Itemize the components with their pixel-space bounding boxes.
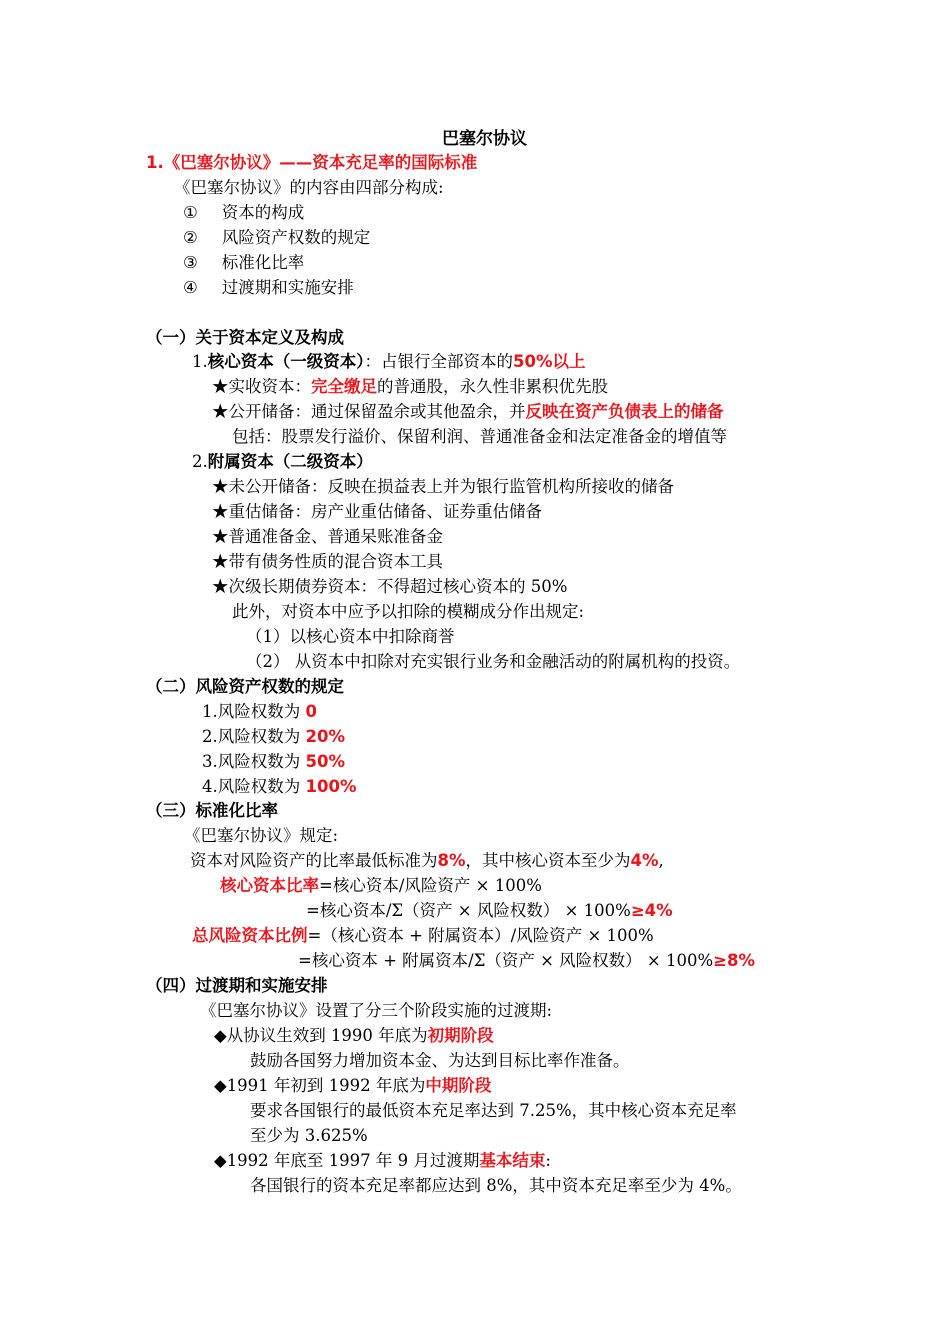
transition-intro: 《巴塞尔协议》设置了分三个阶段实施的过渡期: [200, 1001, 553, 1020]
phase-desc: 各国银行的资本充足率都应达到 8%，其中资本充足率至少为 4%。 [250, 1176, 742, 1195]
phase-line: ◆1991 年初到 1992 年底为中期阶段 [214, 1076, 492, 1095]
supp-item: ★带有债务性质的混合资本工具 [212, 552, 443, 571]
phase-desc: 至少为 3.625% [250, 1126, 368, 1145]
list-text: 过渡期和实施安排 [221, 278, 354, 297]
total-ratio-formula: 总风险资本比例=（核心资本 + 附属资本）/风险资产 × 100% [192, 926, 654, 945]
standard-line: 资本对风险资产的比率最低标准为8%，其中核心资本至少为4%, [190, 851, 664, 870]
list-text: 标准化比率 [221, 253, 305, 272]
total-ratio-formula-2: =核心资本 + 附属资本/Σ（资产 × 风险权数） × 100%≥8% [298, 951, 756, 970]
weight-item: 3.风险权数为 50% [202, 752, 345, 771]
deduct-item: （2） 从资本中扣除对充实银行业务和金融活动的附属机构的投资。 [246, 652, 741, 671]
weight-item: 1.风险权数为 0 [202, 702, 317, 721]
list-number: ④ [183, 278, 198, 297]
also-line: 此外，对资本中应予以扣除的模糊成分作出规定: [232, 602, 585, 621]
list-item [183, 276, 354, 300]
weight-item: 2.风险权数为 20% [202, 727, 345, 746]
core-ratio-formula: 核心资本比率=核心资本/风险资产 × 100% [220, 876, 542, 895]
star-icon: ★ [212, 402, 229, 421]
part-heading: （三）标准化比率 [146, 801, 278, 820]
star-icon: ★ [212, 377, 229, 396]
list-number: ① [183, 203, 198, 222]
weight-item: 4.风险权数为 100% [202, 777, 357, 796]
section-heading: 1.《巴塞尔协议》——资本充足率的国际标准 [146, 153, 478, 172]
phase-desc: 要求各国银行的最低资本充足率达到 7.25%，其中核心资本充足率 [250, 1101, 737, 1120]
rule-line: 《巴塞尔协议》规定: [184, 826, 339, 845]
core-ratio-formula-2: =核心资本/Σ（资产 × 风险权数） × 100%≥4% [306, 901, 673, 920]
include-line: 包括：股票发行溢价、保留利润、普通准备金和法定准备金的增值等 [232, 427, 727, 446]
list-item [183, 251, 304, 275]
list-item [183, 226, 370, 250]
supp-item: ★未公开储备：反映在损益表上并为银行监管机构所接收的储备 [212, 477, 674, 496]
list-text: 资本的构成 [221, 203, 305, 222]
list-number: ② [183, 228, 198, 247]
supplementary-capital-line: 2.附属资本（二级资本） [192, 452, 373, 471]
section-intro: 《巴塞尔协议》的内容由四部分构成: [174, 178, 444, 197]
list-number: ③ [183, 253, 198, 272]
paid-capital-line: ★实收资本：完全缴足的普通股，永久性非累积优先股 [212, 377, 608, 396]
supp-item: ★次级长期债券资本：不得超过核心资本的 50% [212, 577, 568, 596]
list-text: 风险资产权数的规定 [221, 228, 371, 247]
phase-line: ◆从协议生效到 1990 年底为初期阶段 [214, 1026, 494, 1045]
phase-line: ◆1992 年底至 1997 年 9 月过渡期基本结束: [214, 1151, 551, 1170]
part-heading: （二）风险资产权数的规定 [146, 677, 344, 696]
supp-item: ★重估储备：房产业重估储备、证券重估储备 [212, 502, 542, 521]
public-reserve-line: ★公开储备：通过保留盈余或其他盈余，并反映在资产负债表上的储备 [212, 402, 724, 421]
part-heading: （一）关于资本定义及构成 [146, 328, 344, 347]
phase-desc: 鼓励各国努力增加资本金、为达到目标比率作准备。 [250, 1051, 630, 1070]
part-heading: （四）过渡期和实施安排 [146, 976, 328, 995]
document-title: 巴塞尔协议 [442, 129, 527, 149]
list-item [183, 201, 304, 225]
core-capital-line: 1.核心资本（一级资本）：占银行全部资本的50%以上 [192, 352, 586, 371]
supp-item: ★普通准备金、普通呆账准备金 [212, 527, 443, 546]
deduct-item: （1）以核心资本中扣除商誉 [246, 627, 455, 646]
